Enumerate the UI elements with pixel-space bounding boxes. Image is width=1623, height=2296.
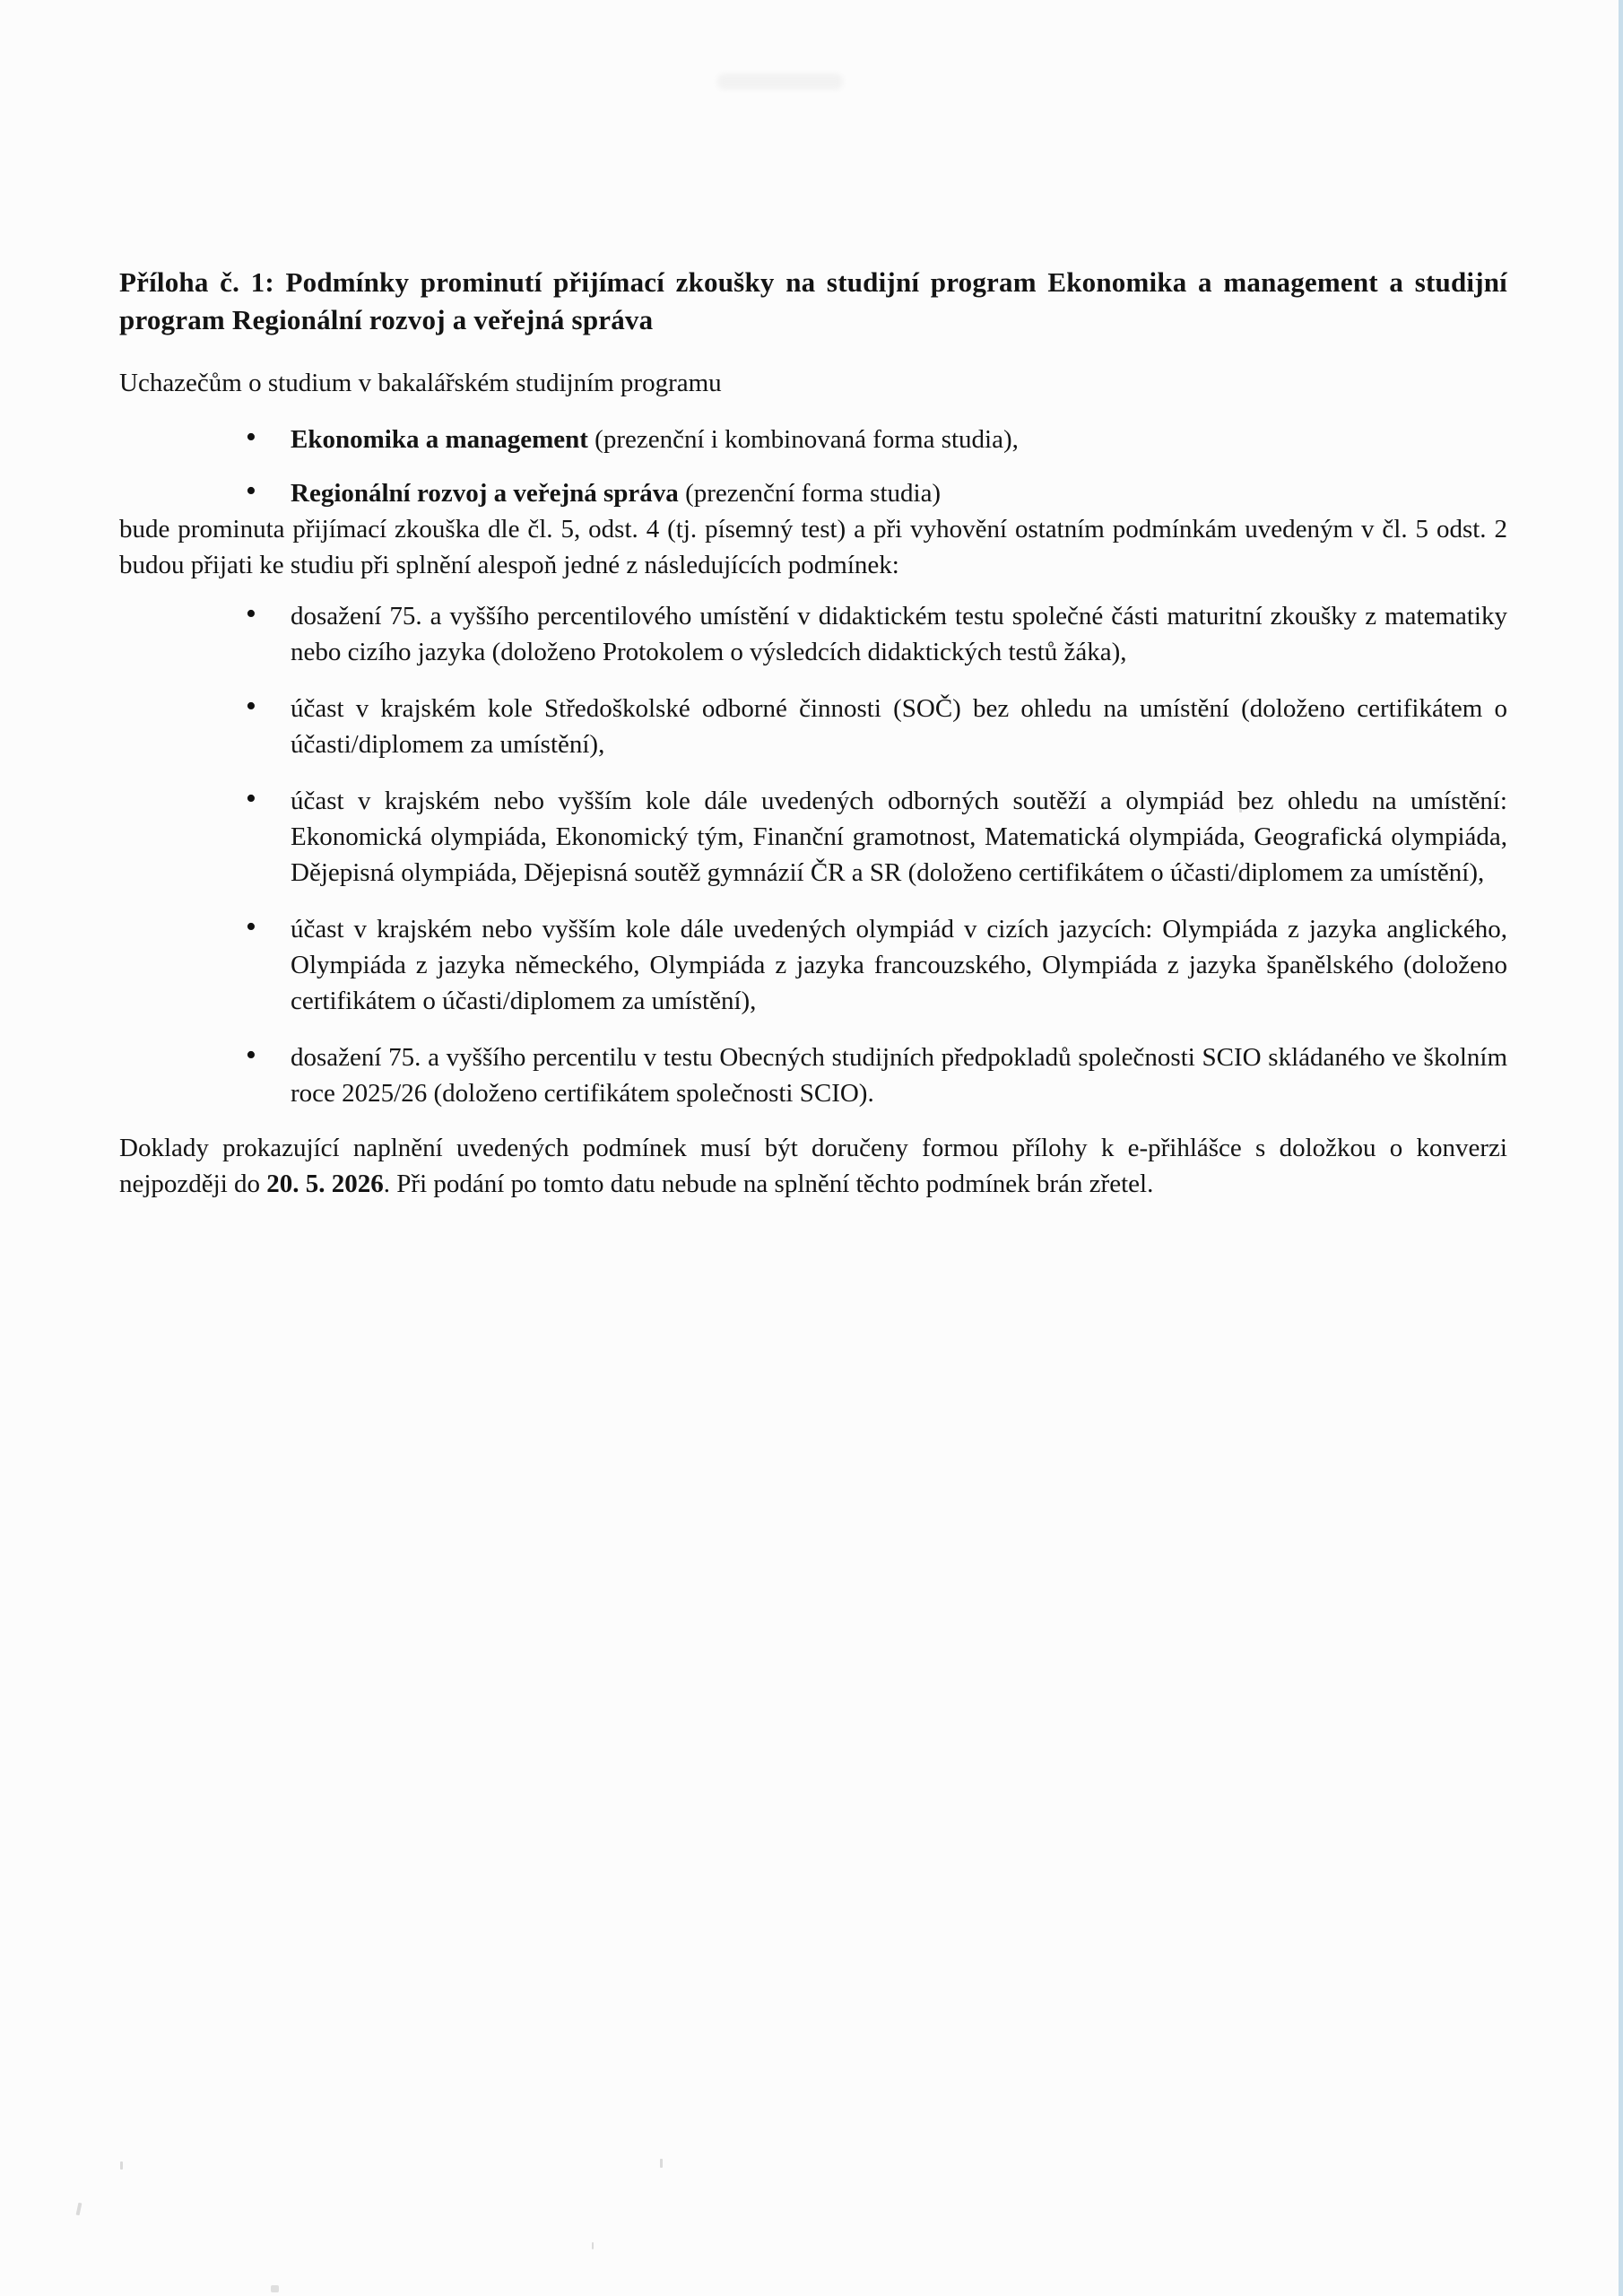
program-detail: (prezenční forma studia) <box>678 479 942 508</box>
program-detail: (prezenční i kombinovaná forma studia), <box>587 425 1019 454</box>
program-list <box>119 422 1507 511</box>
condition-item <box>119 1039 1507 1111</box>
scan-speck <box>1239 804 1242 813</box>
document-content <box>119 264 1507 1202</box>
scan-speck <box>271 2285 279 2292</box>
program-item-regional <box>119 475 1507 511</box>
condition-text: dosažení 75. a vyššího percentilového umístění v didaktickém testu společné části maturitní zkoušky z matematiky nebo cizího jazyka (doloženo Protokolem o výsledcích didaktických testů žáka), <box>291 602 1507 666</box>
condition-item <box>119 911 1507 1019</box>
scan-speck <box>660 2159 663 2168</box>
scan-speck <box>76 2203 82 2216</box>
condition-item <box>119 691 1507 762</box>
condition-text: účast v krajském nebo vyšším kole dále uvedených odborných soutěží a olympiád bez ohledu na umístění: Ekonomická olympiáda, Ekonomický tým, Finanční gramotnost, Matematická olympiáda, Geografická olympiáda, Dějepisná olympiáda, Dějepisná soutěž gymnázií ČR a SR (doloženo certifikátem o účasti/diplomem za umístění), <box>291 787 1507 887</box>
closing-paragraph <box>119 1130 1507 1202</box>
program-name: Regionální rozvoj a veřejná správa <box>291 479 679 508</box>
waiver-paragraph: bude prominuta přijímací zkouška dle čl. 5, odst. 4 (tj. písemný test) a při vyhovění ostatním podmínkám uvedeným v čl. 5 odst. 2 budou přijati ke studiu při splnění alespoň jedné z následujících podmínek: <box>119 515 1507 579</box>
condition-text: účast v krajském nebo vyšším kole dále uvedených olympiád v cizích jazycích: Olympiáda z jazyka anglického, Olympiáda z jazyka německého, Olympiáda z jazyka francouzského, Olympiáda z jazyka španělského (doloženo certifikátem o účasti/diplomem za umístění), <box>291 915 1507 1015</box>
appendix-heading: Příloha č. 1: Podmínky prominutí přijímací zkoušky na studijní program Ekonomika a management a studijní program Regionální rozvoj a veřejná správa <box>119 266 1507 335</box>
scanner-edge-line <box>1619 0 1623 2296</box>
intro-paragraph: Uchazečům o studium v bakalářském studijním programu <box>119 369 722 397</box>
scan-smudge <box>717 74 843 90</box>
condition-item <box>119 783 1507 891</box>
closing-text-end: . Při podání po tomto datu nebude na splnění těchto podmínek brán zřetel. <box>383 1170 1154 1198</box>
deadline-date: 20. 5. 2026 <box>266 1170 384 1198</box>
condition-list <box>119 598 1507 1111</box>
condition-text: dosažení 75. a vyššího percentilu v testu Obecných studijních předpokladů společnosti SCIO skládaného ve školním roce 2025/26 (doloženo certifikátem společnosti SCIO). <box>291 1043 1507 1108</box>
program-item-economics <box>119 422 1507 457</box>
condition-text: účast v krajském kole Středoškolské odborné činnosti (SOČ) bez ohledu na umístění (doloženo certifikátem o účasti/diplomem za umístění), <box>291 694 1507 759</box>
program-name: Ekonomika a management <box>291 425 588 454</box>
scan-speck <box>120 2161 123 2170</box>
closing-text-start: Doklady prokazující naplnění uvedených podmínek musí být doručeny formou přílohy k e-přihlášce s doložkou o konverzi nejpozději do <box>119 1134 1507 1198</box>
scan-speck <box>592 2242 594 2249</box>
condition-item <box>119 598 1507 670</box>
